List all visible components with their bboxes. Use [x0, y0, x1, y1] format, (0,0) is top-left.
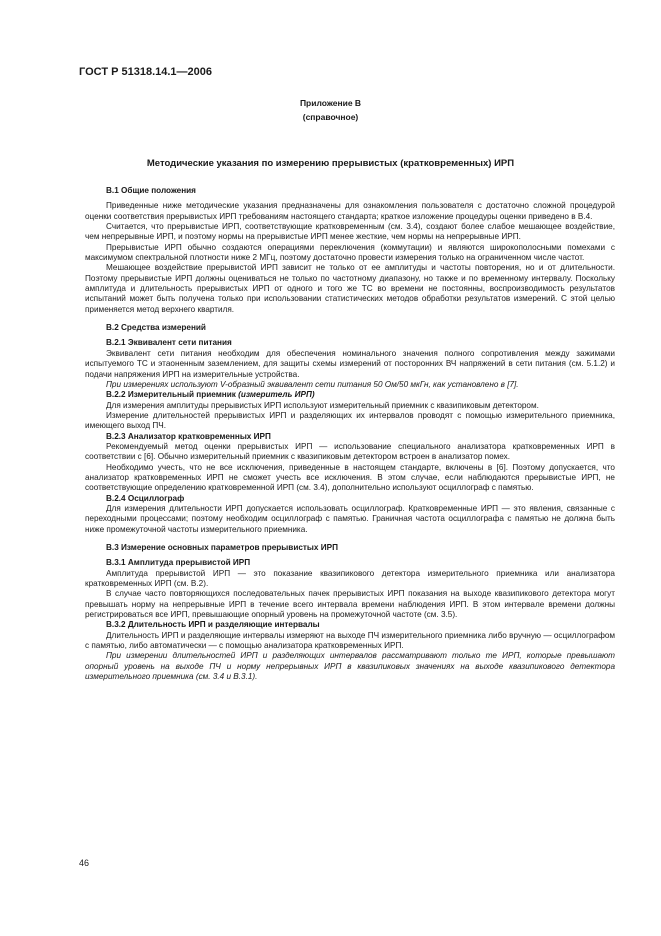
- paragraph: Амплитуда прерывистой ИРП — это показание квазипикового детектора измерительного приемника или анализатора кратковременных ИРП (см. В.2).: [85, 568, 615, 589]
- appendix-title: Методические указания по измерению прерывистых (кратковременных) ИРП: [146, 158, 515, 169]
- subsection-heading: [106, 390, 615, 400]
- page-number: 46: [79, 858, 90, 868]
- subsection-heading: В.2.1 Эквивалент сети питания: [106, 338, 232, 348]
- paragraph: Считается, что прерывистые ИРП, соответствующие кратковременным (см. 3.4), создают более слабое мешающее воздействие, чем непрерывные ИРП, и поэтому нормы на прерывистые ИРП менее жесткие, чем нормы на непрерывные ИРП.: [85, 222, 615, 242]
- subsection-heading: В.2.3 Анализатор кратковременных ИРП: [106, 431, 271, 441]
- paragraph: Мешающее воздействие прерывистой ИРП зависит не только от ее амплитуды и частоты повторения, но и от длительности. Поэтому прерывистые ИРП должны оцениваться не только по частотному диапазону, но также и по временному интервалу. Поскольку амплитуда и длительность прерывистых ИРП от одного и того же ТС во времени не постоянны, воспроизводимость результатов испытаний может быть получена только при использовании статистических методов обработки результатов измерений. С этой целью применяется метод верхнего квартиля.: [85, 263, 615, 314]
- paragraph: Приведенные ниже методические указания предназначены для ознакомления пользователя с достаточно сложной процедурой оценки соответствия прерывистых ИРП требованиям настоящего стандарта; краткое изложение процедуры оценки приведено в В.4.: [85, 201, 615, 221]
- appendix-type: (справочное): [302, 112, 359, 122]
- paragraph: Прерывистые ИРП обычно создаются операциями переключения (коммутации) и являются широкополосными помехами с максимумом спектральной плотности ниже 2 МГц, поэтому достаточно провести измерения только на ограниченном числе частот.: [85, 242, 615, 263]
- document-body: [85, 186, 615, 682]
- appendix-label: Приложение В: [299, 98, 362, 108]
- subsection-heading-italic: (измеритель ИРП): [238, 390, 315, 400]
- paragraph-italic: При измерении длительностей ИРП и разделяющих интервалов рассматривают только те ИРП, которые превышают опорный уровень на выходе ПЧ и норму непрерывных ИРП в квазипиковых значениях на выходе квазипикового детектора измерительного приемника (см. 3.4 и В.3.1).: [85, 651, 615, 682]
- paragraph: Измерение длительностей прерывистых ИРП и разделяющих их интервалов проводят с помощью измерительного приемника, имеющего выход ПЧ.: [85, 410, 615, 431]
- paragraph-italic: При измерениях используют V-образный эквивалент сети питания 50 Ом/50 мкГн, как установлено в [7].: [106, 379, 519, 389]
- paragraph: Длительность ИРП и разделяющие интервалы измеряют на выходе ПЧ измерительного приемника либо вручную — осциллографом с памятью, либо автоматически — с помощью анализатора кратковременных ИРП.: [85, 630, 615, 651]
- subsection-heading-text: В.2.2 Измерительный приемник: [106, 390, 239, 400]
- paragraph: Рекомендуемый метод оценки прерывистых ИРП — использование специального анализатора кратковременных ИРП в соответствии с [6]. Обычно измерительный приемник с квазипиковым детектором встроен в анализатор помех.: [85, 441, 615, 462]
- paragraph: Необходимо учесть, что не все исключения, приведенные в настоящем стандарте, включены в [6]. Поэтому допускается, что анализатор кратковременных ИРП не сможет учесть все исключения. В этом случае, если наблюдаются прерывистые ИРП, не соответствующие определению кратковременной ИРП (см. 3.4), дополнительно используют осциллограф с памятью.: [85, 462, 615, 493]
- standard-header: ГОСТ Р 51318.14.1—2006: [79, 66, 213, 78]
- paragraph: В случае часто повторяющихся последовательных пачек прерывистых ИРП показания на выходе квазипикового детектора могут превышать норму на непрерывные ИРП в течение всего интервала времени наблюдения ИРП. В этом интервале времени должны регистрироваться все ИРП, превышающие опорный уровень на промежуточной частоте (см. 3.5).: [85, 589, 615, 620]
- section-heading: В.1 Общие положения: [106, 186, 196, 195]
- section-heading: В.2 Средства измерений: [106, 323, 206, 333]
- section-heading: В.3 Измерение основных параметров прерывистых ИРП: [106, 543, 338, 552]
- paragraph: Для измерения амплитуды прерывистых ИРП используют измерительный приемник с квазипиковым детектором.: [106, 400, 539, 410]
- paragraph: Для измерения длительности ИРП допускается использовать осциллограф. Кратковременные ИРП — это явления, связанные с переходными процессами; поэтому необходим осциллограф с памятью. Граничная частота осциллографа с памятью не должна быть ниже промежуточной частоты измерительного приемника.: [85, 503, 615, 534]
- subsection-heading: В.3.2 Длительность ИРП и разделяющие интервалы: [106, 620, 320, 630]
- subsection-heading: В.3.1 Амплитуда прерывистой ИРП: [106, 558, 251, 568]
- subsection-heading: В.2.4 Осциллограф: [106, 493, 185, 503]
- paragraph: Эквивалент сети питания необходим для обеспечения номинального значения полного сопротивления между зажимами испытуемого ТС и этаоненным заземлением, для защиты схемы измерений от посторонних ВЧ напряжений в сети питания (см. 5.1.2) и подачи напряжения ИРП на измерительные устройства.: [85, 348, 615, 379]
